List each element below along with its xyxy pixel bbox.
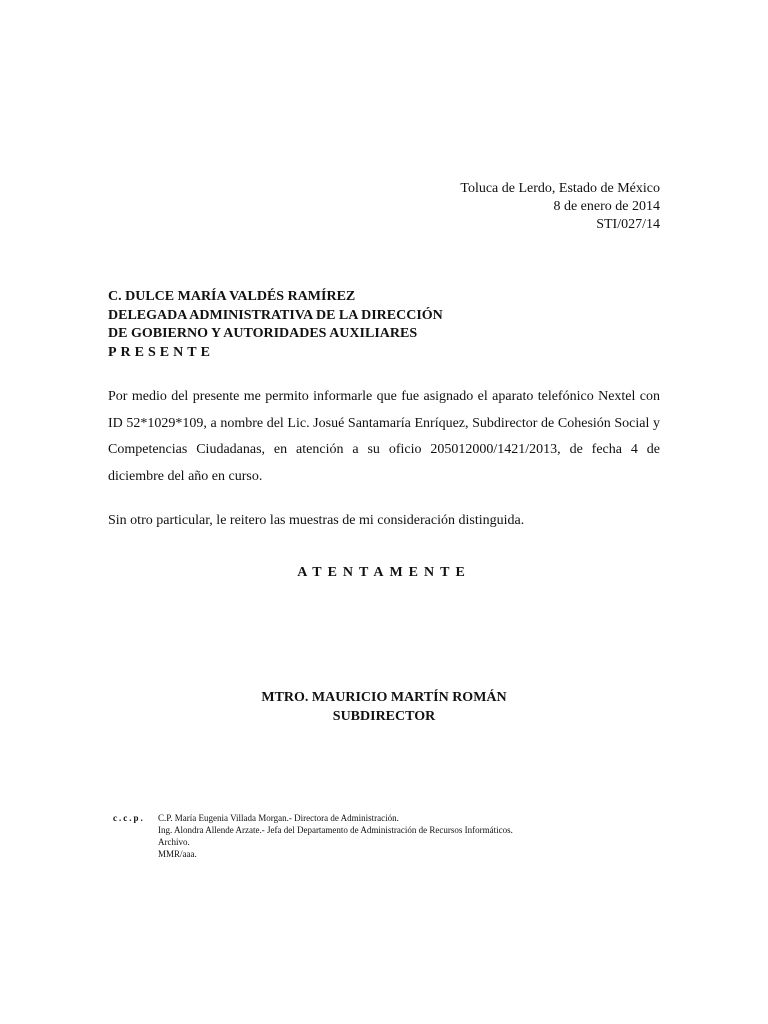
- ccp-list: [158, 812, 513, 860]
- signer-title: SUBDIRECTOR: [332, 709, 436, 724]
- ccp-label: c.c.p.: [113, 813, 145, 823]
- closing-paragraph: Sin otro particular, le reitero las muestras de mi consideración distinguida.: [108, 513, 525, 528]
- ccp-item: MMR/aaa.: [158, 849, 197, 859]
- reference-number: STI/027/14: [596, 217, 660, 232]
- place-line: Toluca de Lerdo, Estado de México: [460, 181, 660, 196]
- ccp-item: Ing. Alondra Allende Arzate.- Jefa del Departamento de Administración de Recursos Informáticos.: [158, 825, 513, 835]
- recipient-name: C. DULCE MARÍA VALDÉS RAMÍREZ: [108, 289, 356, 304]
- ccp-item: Archivo.: [158, 837, 190, 847]
- body-paragraph: Por medio del presente me permito informarle que fue asignado el aparato telefónico Nextel con ID 52*1029*109, a nombre del Lic. Josué Santamaría Enríquez, Subdirector de Cohesión Social y Competencias Ciudadanas, en atención a su oficio 205012000/1421/2013, de fecha 4 de diciembre del año en curso.: [108, 389, 660, 484]
- letter-header: [460, 180, 660, 234]
- recipient-title-line-2: DE GOBIERNO Y AUTORIDADES AUXILIARES: [108, 326, 418, 341]
- recipient-block: [108, 288, 443, 362]
- signer-name: MTRO. MAURICIO MARTÍN ROMÁN: [261, 690, 507, 705]
- signature-block: [108, 688, 660, 726]
- ccp-item: C.P. María Eugenia Villada Morgan.- Directora de Administración.: [158, 813, 399, 823]
- presente-line: PRESENTE: [108, 344, 214, 360]
- salutation: ATENTAMENTE: [297, 565, 471, 580]
- date-line: 8 de enero de 2014: [553, 199, 660, 214]
- recipient-title-line-1: DELEGADA ADMINISTRATIVA DE LA DIRECCIÓN: [108, 307, 443, 323]
